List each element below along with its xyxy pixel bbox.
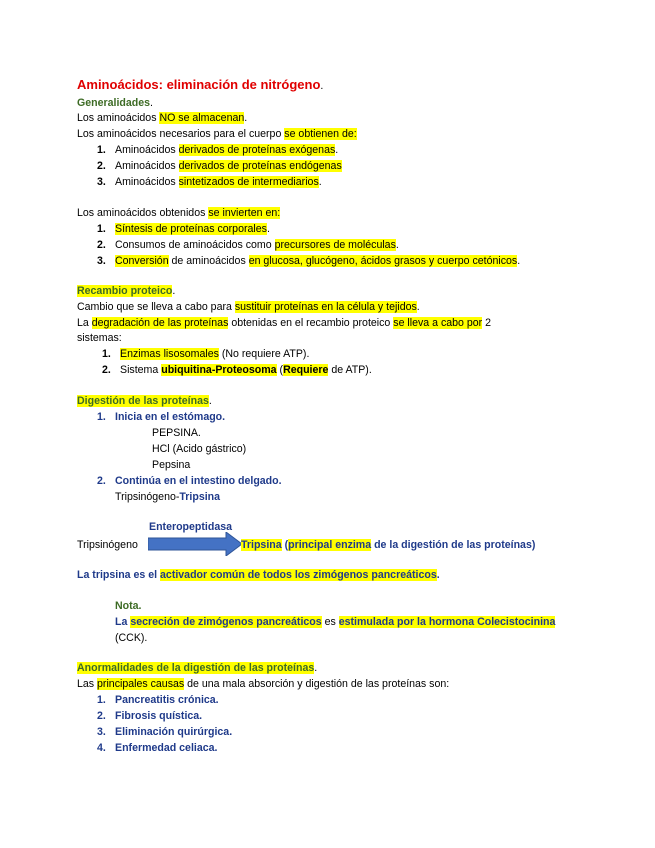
note-text: (CCK). [115,632,148,644]
paragraph-line: Cambio que se lleva a cabo para sustituir proteínas en la célula y tejidos. [77,301,420,313]
paragraph-line: Los aminoácidos necesarios para el cuerpo se obtienen de: [77,128,357,140]
paragraph-line: Los aminoácidos NO se almacenan. [77,112,248,124]
list-item: 4. Enfermedad celiaca. [97,742,218,754]
arrow-left-text: Tripsinógeno [77,539,138,551]
paragraph-line: Los aminoácidos obtenidos se invierten en: [77,207,281,219]
list-item: 1. Pancreatitis crónica. [97,694,219,706]
section-recambio-proteico: Recambio proteico. [77,285,176,297]
arrow-label: Enteropeptidasa [149,521,233,533]
section-digestion-proteinas: Digestión de las proteínas. [77,395,212,407]
paragraph-line: La degradación de las proteínas obtenidas en el recambio proteico se lleva a cabo por 2 [77,317,492,329]
arrow-right-text: Tripsina (principal enzima de la digestión de las proteínas) [241,539,536,551]
right-arrow-icon [148,532,243,556]
sub-item: Pepsina [152,459,191,471]
list-item: 3. Conversión de aminoácidos en glucosa, glucógeno, ácidos grasos y cuerpo cetónicos. [97,255,521,267]
note-label: Nota. [115,600,142,612]
paragraph-line: Las principales causas de una mala absorción y digestión de las proteínas son: [77,678,450,690]
list-item: 2. Aminoácidos derivados de proteínas endógenas [97,160,342,172]
list-item: 2. Fibrosis quística. [97,710,203,722]
list-item: 1. Enzimas lisosomales (No requiere ATP). [102,348,310,360]
sub-item: HCl (Acido gástrico) [152,443,247,455]
sub-item: PEPSINA. [152,427,201,439]
list-item: 2. Continúa en el intestino delgado. [97,475,282,487]
sub-item: Tripsinógeno-Tripsina [115,491,221,503]
list-item: 2. Consumos de aminoácidos como precursores de moléculas. [97,239,399,251]
list-item: 3. Eliminación quirúrgica. [97,726,233,738]
list-item: 1. Aminoácidos derivados de proteínas exógenas. [97,144,339,156]
paragraph-line: sistemas: [77,332,122,344]
section-anormalidades: Anormalidades de la digestión de las proteínas. [77,662,318,674]
note-text: La secreción de zimógenos pancreáticos es estimulada por la hormona Colecistocinina [115,616,556,628]
list-item: 1. Síntesis de proteínas corporales. [97,223,270,235]
section-generalidades: Generalidades. [77,97,153,109]
document-title: Aminoácidos: eliminación de nitrógeno. [77,77,324,92]
paragraph-line: La tripsina es el activador común de todos los zimógenos pancreáticos. [77,569,440,581]
list-item: 2. Sistema ubiquitina-Proteosoma (Requiere de ATP). [102,364,372,376]
list-item: 1. Inicia en el estómago. [97,411,226,423]
list-item: 3. Aminoácidos sintetizados de intermediarios. [97,176,322,188]
